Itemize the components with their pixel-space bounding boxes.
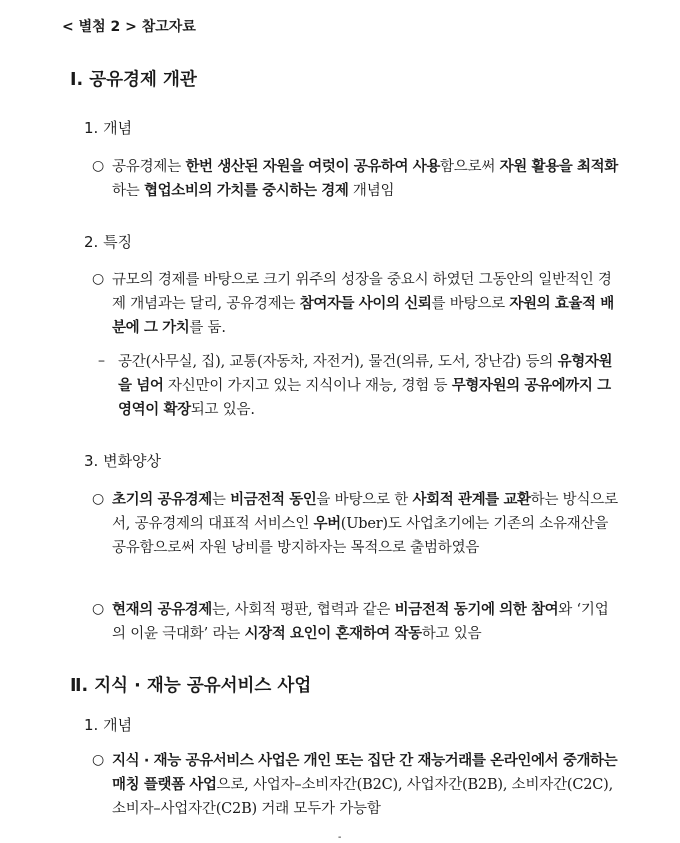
section-1-sub-1-heading: 1. 개념: [84, 119, 133, 137]
paragraph-early-sharing: 초기의 공유경제는 비금전적 동인을 바탕으로 한 사회적 관계를 교환하는 방식으로서, 공유경제의 대표적 서비스인 우버(Uber)도 사업초기에는 기존의 소유재산을 공유함으로써 자원 낭비를 방지하자는 목적으로 출범하였음: [112, 492, 618, 556]
paragraph-concept: 공유경제는 한번 생산된 자원을 여럿이 공유하여 사용함으로써 자원 활용을 최적화하는 협업소비의 가치를 중시하는 경제 개념임: [112, 159, 618, 199]
paragraph-features: 규모의 경제를 바탕으로 크기 위주의 성장을 중요시 하였던 그동안의 일반적인 경제 개념과는 달리, 공유경제는 참여자들 사이의 신뢰를 바탕으로 자원의 효율적 배분에 그 가치를 둠.: [112, 272, 614, 336]
bullet-circle: ○: [92, 752, 105, 768]
bullet-circle: ○: [92, 601, 105, 617]
paragraph-talent-sharing: 지식 · 재능 공유서비스 사업은 개인 또는 집단 간 재능거래를 온라인에서 중개하는 매칭 플랫폼 사업으로, 사업자–소비자간(B2C), 사업자간(B2B), 소비자간(C2C), 소비자–사업자간(C2B) 거래 모두가 가능함: [112, 753, 618, 817]
section-2-sub-1-heading: 1. 개념: [84, 716, 133, 734]
section-2-heading: Ⅱ. 지식 · 재능 공유서비스 사업: [70, 676, 312, 696]
bullet-circle: ○: [92, 271, 105, 287]
page-footer-mark: -: [338, 832, 342, 843]
bullet-dash: –: [98, 353, 105, 369]
bullet-circle: ○: [92, 158, 105, 174]
attachment-header: < 별첨 2 > 참고자료: [62, 19, 196, 35]
bullet-circle: ○: [92, 491, 105, 507]
section-1-sub-3-heading: 3. 변화양상: [84, 452, 162, 470]
paragraph-current-sharing: 현재의 공유경제는, 사회적 평판, 협력과 같은 비금전적 동기에 의한 참여와 ‘기업의 이윤 극대화’ 라는 시장적 요인이 혼재하여 작동하고 있음: [112, 602, 609, 642]
section-1-heading: Ⅰ. 공유경제 개관: [70, 70, 197, 90]
paragraph-resources: 공간(사무실, 집), 교통(자동차, 자전거), 물건(의류, 도서, 장난감) 등의 유형자원을 넘어 자신만이 가지고 있는 지식이나 재능, 경험 등 무형자원의 공유에까지 그 영역이 확장되고 있음.: [118, 354, 613, 418]
section-1-sub-2-heading: 2. 특징: [84, 233, 133, 251]
